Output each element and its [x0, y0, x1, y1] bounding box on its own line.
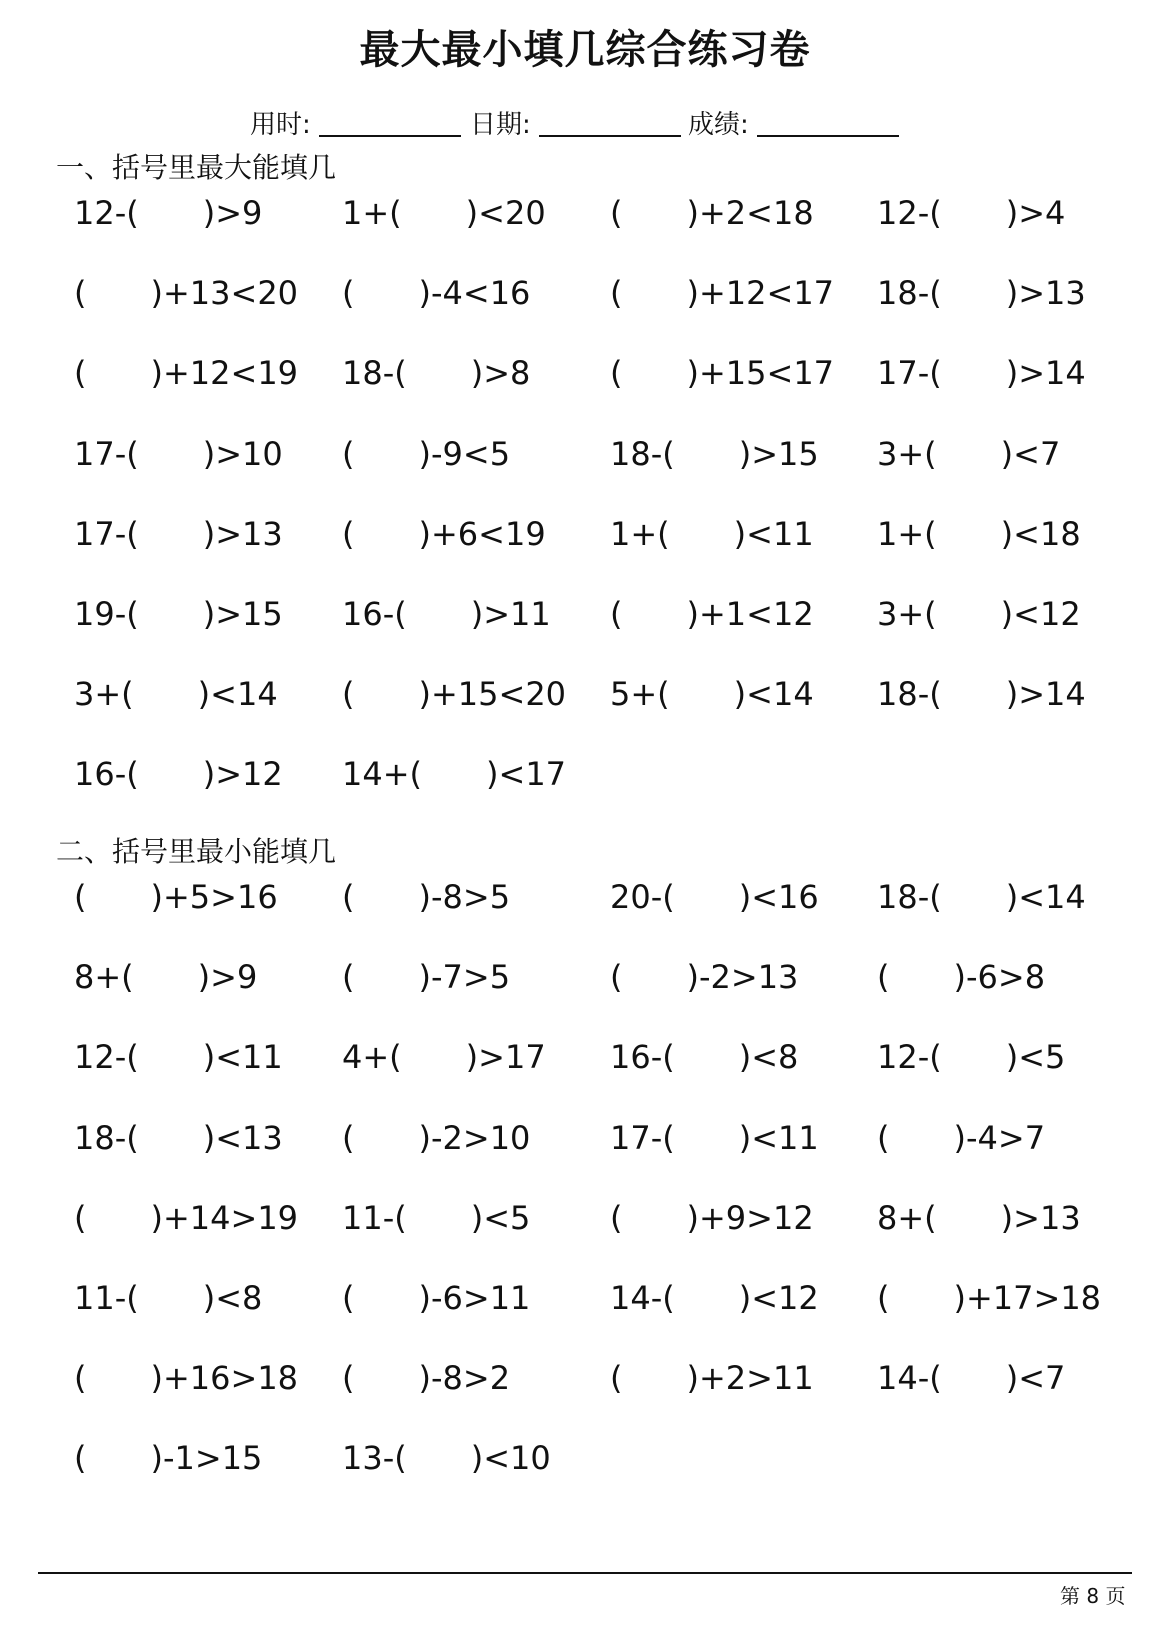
problem-item[interactable]: 20-( )<16 [610, 878, 819, 916]
problem-row [0, 749, 1170, 793]
date-blank[interactable] [539, 111, 681, 137]
problem-item[interactable]: 14-( )<12 [610, 1279, 819, 1317]
problem-row [0, 1353, 1170, 1397]
problem-item[interactable]: ( )+12<17 [610, 274, 835, 313]
problem-row [0, 429, 1170, 473]
problem-item[interactable]: 16-( )<8 [610, 1038, 799, 1077]
problem-item[interactable]: 16-( )>12 [74, 755, 283, 794]
problem-row [0, 589, 1170, 633]
problem-item[interactable]: ( )-2>10 [342, 1118, 531, 1157]
problem-item[interactable]: 12-( )<11 [74, 1038, 283, 1077]
problem-item[interactable]: 11-( )<8 [74, 1279, 263, 1317]
problem-item[interactable]: ( )+2<18 [610, 194, 814, 232]
problem-item[interactable]: ( )-1>15 [74, 1439, 263, 1478]
problem-item[interactable]: 18-( )>8 [342, 354, 531, 393]
problem-item[interactable]: 17-( )<11 [610, 1118, 819, 1157]
problem-item[interactable]: 18-( )<13 [74, 1118, 283, 1157]
problem-item[interactable]: 18-( )>14 [877, 675, 1086, 714]
problem-row [0, 509, 1170, 553]
problem-item[interactable]: ( )+1<12 [610, 595, 814, 633]
problem-item[interactable]: 3+( )<14 [74, 675, 278, 714]
problem-item[interactable]: 18-( )>15 [610, 434, 819, 473]
problem-item[interactable]: 5+( )<14 [610, 675, 814, 714]
problem-item[interactable]: ( )+15<17 [610, 354, 835, 393]
problem-item[interactable]: 18-( )>13 [877, 274, 1086, 313]
problem-item[interactable]: 8+( )>9 [74, 958, 258, 997]
problem-row [0, 1032, 1170, 1076]
problem-item[interactable]: 14+( )<17 [342, 755, 567, 794]
problem-item[interactable]: 14-( )<7 [877, 1359, 1066, 1398]
problem-item[interactable]: ( )+14>19 [74, 1198, 299, 1237]
problem-item[interactable]: ( )-2>13 [610, 958, 799, 997]
problem-item[interactable]: 16-( )>11 [342, 595, 551, 633]
time-label: 用时: [250, 110, 311, 140]
problem-item[interactable]: ( )+2>11 [610, 1359, 814, 1398]
date-label: 日期: [470, 110, 531, 140]
problem-item[interactable]: ( )+15<20 [342, 675, 567, 714]
problem-item[interactable]: 8+( )>13 [877, 1198, 1081, 1237]
problem-item[interactable]: ( )+16>18 [74, 1359, 299, 1398]
problem-item[interactable]: 12-( )<5 [877, 1038, 1066, 1077]
problem-item[interactable]: ( )+12<19 [74, 354, 299, 393]
section-1-title: 一、括号里最大能填几 [56, 151, 337, 184]
problem-item[interactable]: ( )-4>7 [877, 1118, 1046, 1157]
problem-item[interactable]: 1+( )<11 [610, 514, 814, 553]
problem-row [0, 348, 1170, 392]
problem-item[interactable]: ( )+17>18 [877, 1279, 1102, 1317]
time-blank[interactable] [319, 111, 461, 137]
problem-item[interactable]: 17-( )>10 [74, 434, 283, 473]
problem-item[interactable]: 1+( )<18 [877, 514, 1081, 553]
problem-item[interactable]: ( )-6>8 [877, 958, 1046, 997]
problem-item[interactable]: ( )-8>2 [342, 1359, 511, 1398]
problem-item[interactable]: ( )-8>5 [342, 878, 511, 916]
score-field [688, 104, 899, 141]
problem-item[interactable]: 19-( )>15 [74, 595, 283, 633]
problem-item[interactable]: ( )+5>16 [74, 878, 278, 916]
problem-item[interactable]: ( )+13<20 [74, 274, 299, 313]
problem-item[interactable]: 12-( )>4 [877, 194, 1066, 232]
problem-item[interactable]: ( )-9<5 [342, 434, 511, 473]
score-label: 成绩: [688, 110, 749, 140]
problem-item[interactable]: ( )-4<16 [342, 274, 531, 313]
problem-row [0, 952, 1170, 996]
problem-item[interactable]: ( )+9>12 [610, 1198, 814, 1237]
problem-item[interactable]: 4+( )>17 [342, 1038, 546, 1077]
date-field [470, 104, 681, 141]
problem-item[interactable]: 12-( )>9 [74, 194, 263, 232]
worksheet-title: 最大最小填几综合练习卷 [359, 27, 811, 73]
score-blank[interactable] [757, 111, 899, 137]
problem-item[interactable]: 1+( )<20 [342, 194, 546, 232]
header-fields [250, 104, 950, 144]
problem-item[interactable]: 18-( )<14 [877, 878, 1086, 916]
page-number: 第 8 页 [1060, 1584, 1126, 1608]
time-field [250, 104, 461, 141]
problem-row [0, 1273, 1170, 1317]
problem-item[interactable]: ( )-6>11 [342, 1279, 531, 1317]
problem-item[interactable]: 3+( )<7 [877, 434, 1061, 473]
problem-item[interactable]: 11-( )<5 [342, 1198, 531, 1237]
problem-row [0, 872, 1170, 916]
problem-row [0, 268, 1170, 312]
problem-item[interactable]: ( )-7>5 [342, 958, 511, 997]
problem-item[interactable]: ( )+6<19 [342, 514, 546, 553]
problem-row [0, 188, 1170, 232]
problem-row [0, 1113, 1170, 1157]
problem-item[interactable]: 13-( )<10 [342, 1439, 551, 1478]
section-2-title: 二、括号里最小能填几 [56, 835, 337, 868]
problem-item[interactable]: 17-( )>14 [877, 354, 1086, 393]
problem-row [0, 669, 1170, 713]
problem-item[interactable]: 3+( )<12 [877, 595, 1081, 633]
problem-item[interactable]: 17-( )>13 [74, 514, 283, 553]
footer-divider [38, 1572, 1132, 1574]
problem-row [0, 1433, 1170, 1477]
problem-row [0, 1193, 1170, 1237]
